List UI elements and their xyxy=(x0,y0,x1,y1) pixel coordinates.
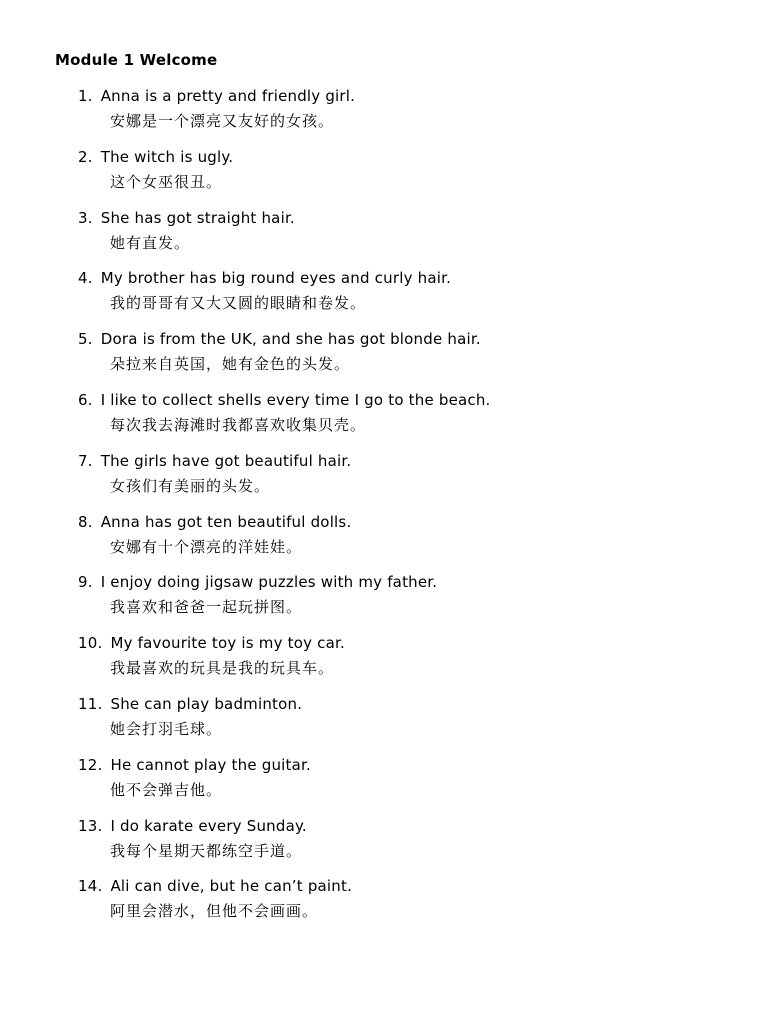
page-title: Module 1 Welcome xyxy=(55,51,218,69)
item-number: 14. xyxy=(78,877,103,896)
item-number: 10. xyxy=(78,634,103,653)
item-number: 12. xyxy=(78,755,103,774)
english-text: He cannot play the guitar. xyxy=(110,755,311,774)
english-text: I like to collect shells every time I go to the beach. xyxy=(100,390,491,409)
chinese-translation: 她会打羽毛球。 xyxy=(110,719,223,738)
item-number: 2. xyxy=(78,147,93,166)
english-text: My favourite toy is my toy car. xyxy=(110,634,345,653)
chinese-translation: 我每个星期天都练空手道。 xyxy=(110,841,303,860)
english-text: The witch is ugly. xyxy=(100,147,234,166)
english-sentence xyxy=(78,876,491,896)
item-number: 5. xyxy=(78,330,93,349)
item-number: 9. xyxy=(78,573,93,592)
english-sentence xyxy=(78,268,491,288)
english-text: Ali can dive, but he can’t paint. xyxy=(110,877,353,896)
chinese-translation: 女孩们有美丽的头发。 xyxy=(110,476,271,495)
chinese-translation: 我喜欢和爸爸一起玩拼图。 xyxy=(110,598,303,617)
chinese-translation: 她有直发。 xyxy=(110,233,191,252)
chinese-translation: 安娜是一个漂亮又友好的女孩。 xyxy=(110,112,335,130)
english-text: The girls have got beautiful hair. xyxy=(100,451,352,470)
sentence-list xyxy=(78,86,491,937)
english-sentence xyxy=(78,86,491,106)
english-text: I do karate every Sunday. xyxy=(110,816,307,835)
list-item xyxy=(78,633,491,694)
item-number: 11. xyxy=(78,694,103,713)
english-text: She has got straight hair. xyxy=(100,208,295,227)
english-sentence xyxy=(78,633,491,653)
list-item xyxy=(78,512,491,573)
chinese-translation: 他不会弹吉他。 xyxy=(110,780,223,799)
item-number: 1. xyxy=(78,87,93,105)
list-item xyxy=(78,694,491,755)
item-number: 4. xyxy=(78,269,93,288)
english-sentence xyxy=(78,755,491,775)
english-sentence xyxy=(78,816,491,836)
list-item xyxy=(78,86,491,147)
chinese-translation: 阿里会潜水，但他不会画画。 xyxy=(110,902,319,921)
list-item xyxy=(78,268,491,329)
english-text: I enjoy doing jigsaw puzzles with my father. xyxy=(100,573,438,592)
item-number: 13. xyxy=(78,816,103,835)
english-text: Anna has got ten beautiful dolls. xyxy=(100,512,352,531)
list-item xyxy=(78,876,491,937)
list-item xyxy=(78,451,491,512)
list-item xyxy=(78,755,491,816)
list-item xyxy=(78,572,491,633)
list-item xyxy=(78,208,491,269)
english-sentence xyxy=(78,512,491,532)
english-sentence xyxy=(78,147,491,167)
item-number: 3. xyxy=(78,208,93,227)
english-sentence xyxy=(78,390,491,410)
item-number: 6. xyxy=(78,390,93,409)
english-sentence xyxy=(78,208,491,228)
chinese-translation: 我的哥哥有又大又圆的眼睛和卷发。 xyxy=(110,294,367,313)
english-sentence xyxy=(78,572,491,592)
english-text: My brother has big round eyes and curly hair. xyxy=(100,269,452,288)
list-item xyxy=(78,329,491,390)
list-item xyxy=(78,147,491,208)
chinese-translation: 朵拉来自英国，她有金色的头发。 xyxy=(110,355,351,374)
chinese-translation: 每次我去海滩时我都喜欢收集贝壳。 xyxy=(110,415,367,434)
item-number: 7. xyxy=(78,451,93,470)
list-item xyxy=(78,816,491,877)
chinese-translation: 这个女巫很丑。 xyxy=(110,172,223,191)
chinese-translation: 我最喜欢的玩具是我的玩具车。 xyxy=(110,659,335,678)
chinese-translation: 安娜有十个漂亮的洋娃娃。 xyxy=(110,537,303,556)
english-sentence xyxy=(78,694,491,714)
item-number: 8. xyxy=(78,512,93,531)
english-sentence xyxy=(78,329,491,349)
english-text: Dora is from the UK, and she has got blonde hair. xyxy=(100,330,481,349)
english-text: Anna is a pretty and friendly girl. xyxy=(100,87,356,105)
english-text: She can play badminton. xyxy=(110,694,303,713)
list-item xyxy=(78,390,491,451)
english-sentence xyxy=(78,451,491,471)
